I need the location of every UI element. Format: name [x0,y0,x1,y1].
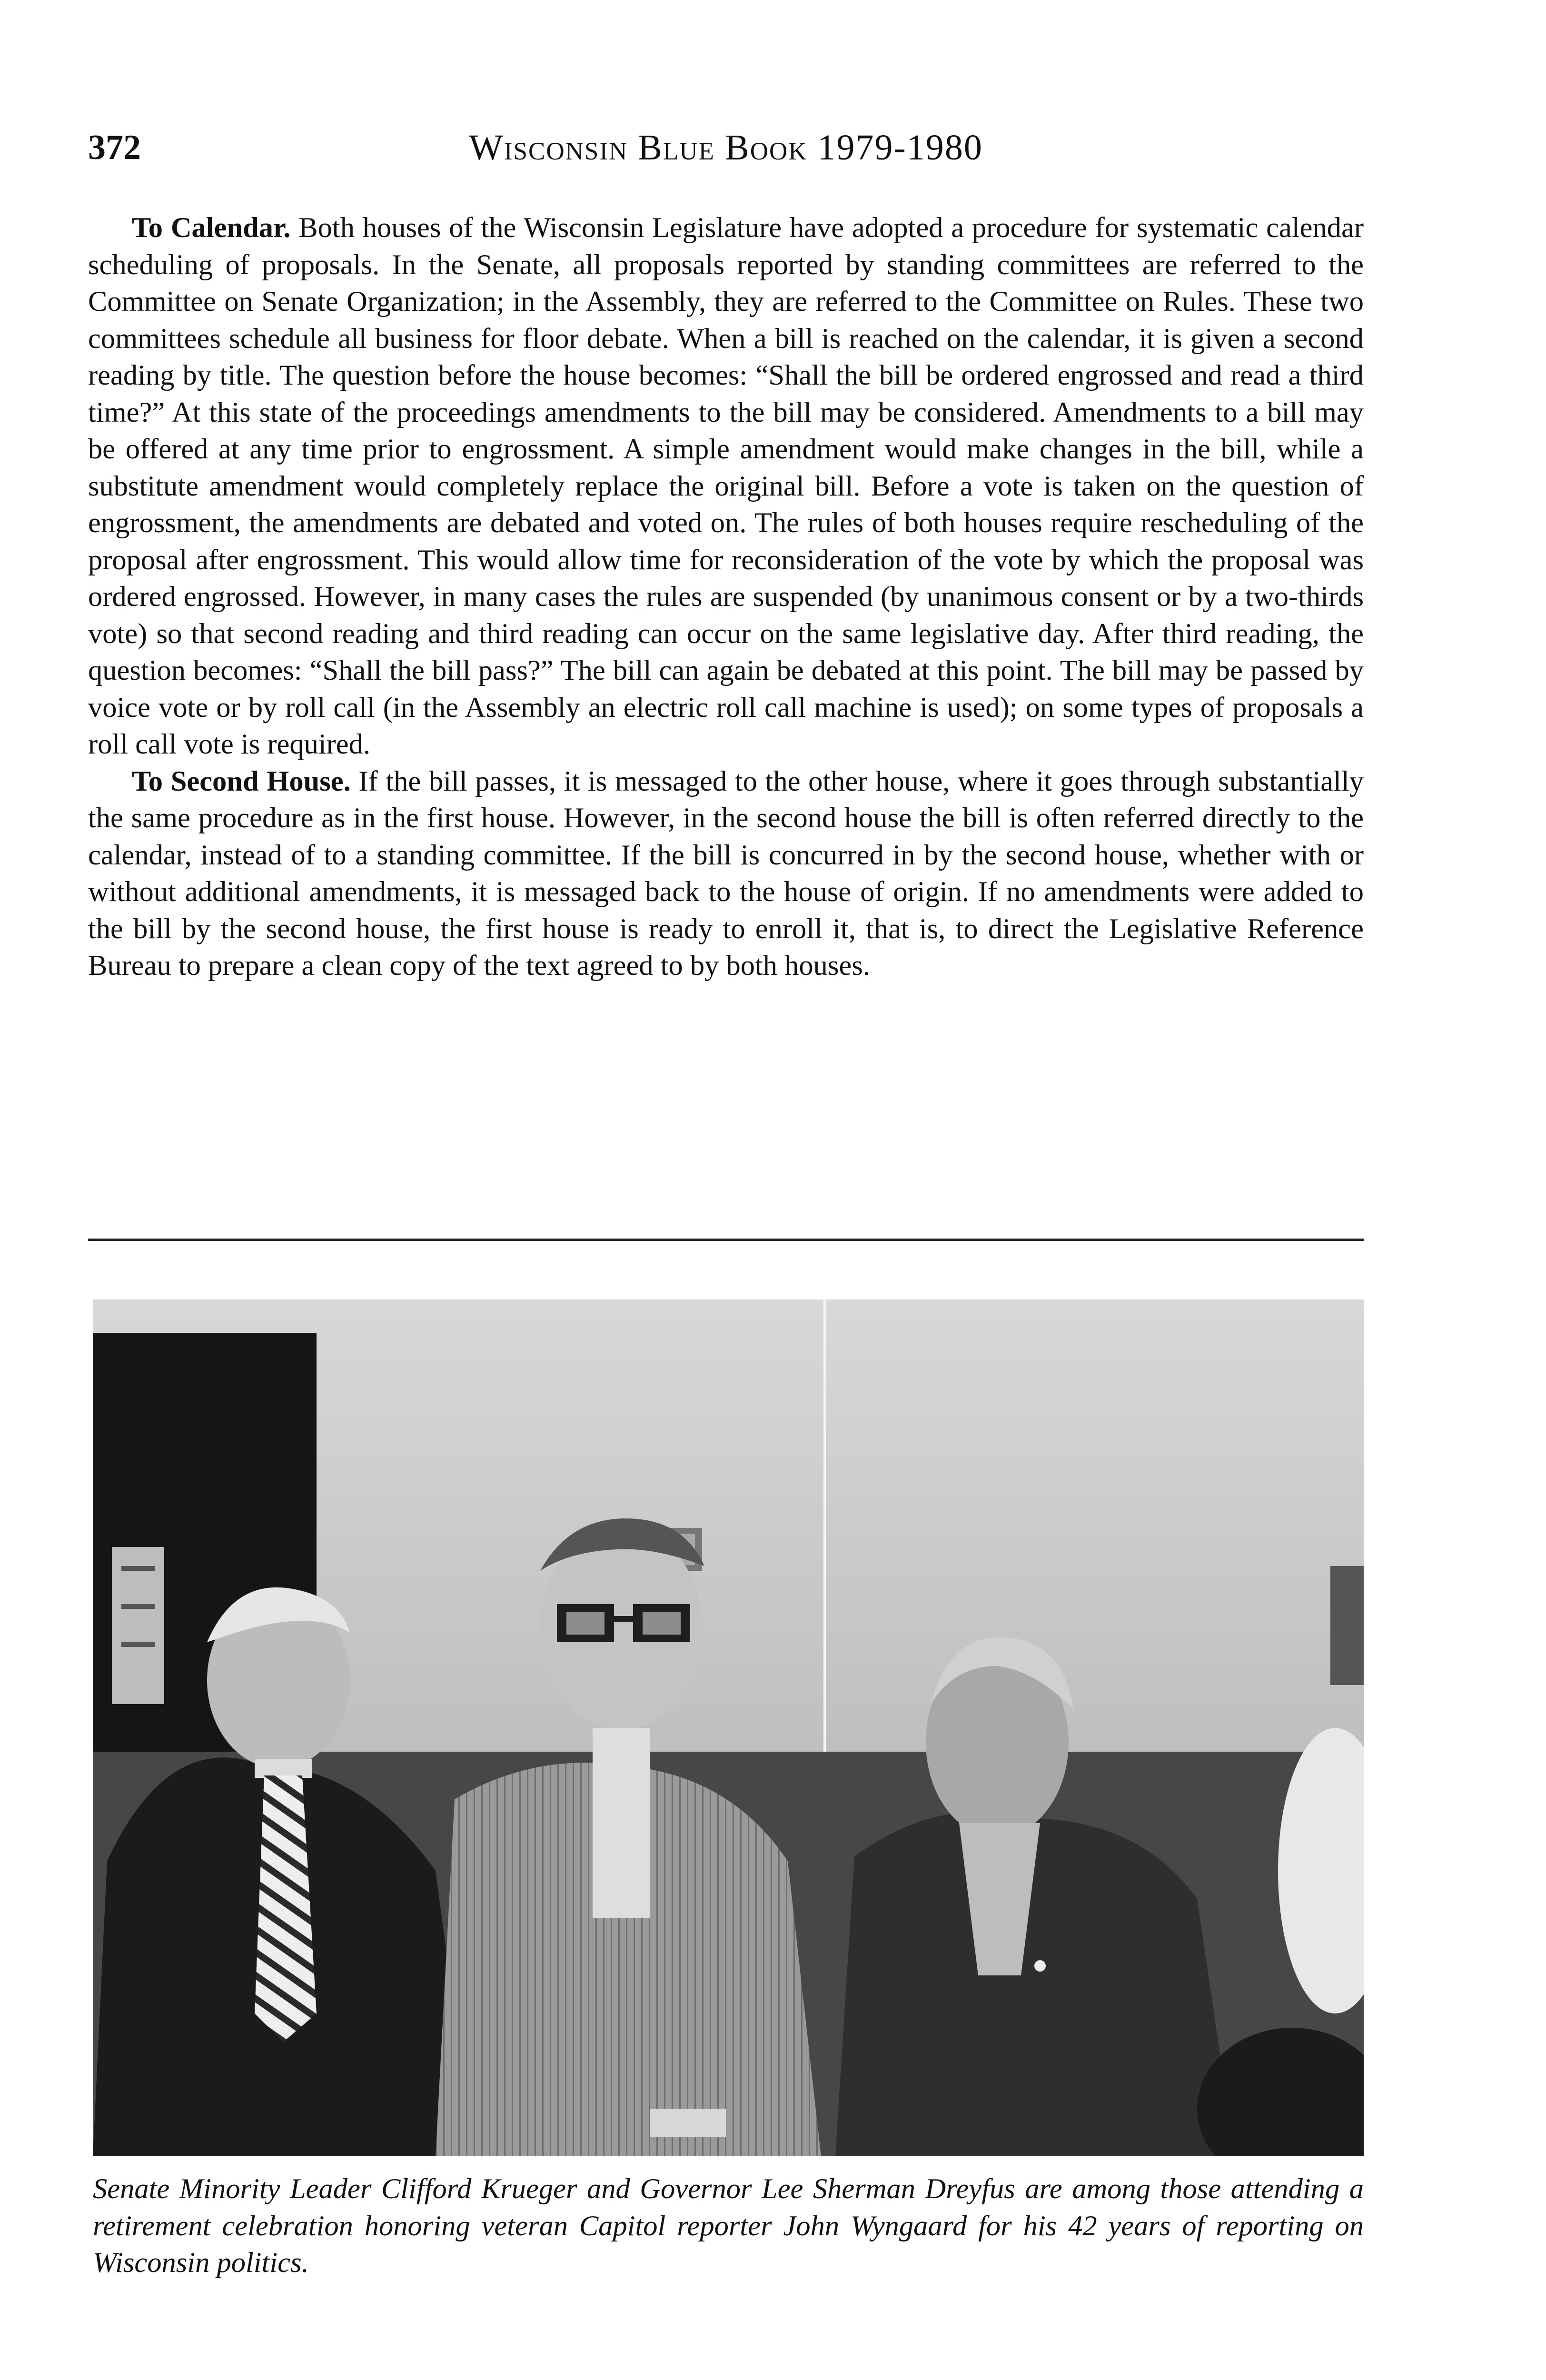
page-number: 372 [88,128,141,167]
horizontal-rule [88,1239,1364,1241]
paragraph-to-calendar [88,209,1364,763]
photograph-illustration [93,1299,1364,2156]
photo-caption: Senate Minority Leader Clifford Krueger and Governor Lee Sherman Dreyfus are among those attending a retirement celebration honoring veteran Capitol reporter John Wyngaard for his 42 years of reporting on Wisconsin politics. [93,2173,1364,2279]
book-title: Wisconsin Blue Book 1979-1980 [469,128,983,168]
photograph [93,1299,1364,2156]
paragraph-text: If the bill passes, it is messaged to the other house, where it goes through substantially the same procedure as in the first house. However, in the second house the bill is often referred directly to the calendar, instead of to a standing committee. If the bill is concurred in by the second house, whether with or without additional amendments, it is messaged back to the house of origin. If no amendments were added to the bill by the second house, the first house is ready to enroll it, that is, to direct the Legislative Reference Bureau to prepare a clean copy of the text agreed to by both houses. [88,765,1364,982]
running-head [88,121,1364,174]
section-heading-to-second-house: To Second House. [132,765,351,797]
paragraph-text: Both houses of the Wisconsin Legislature have adopted a procedure for systematic calendar scheduling of proposals. In the Senate, all proposals reported by standing committees are referred to the Committee on Senate Organization; in the Assembly, they are referred to the Committee on Rules. These two committees schedule all business for floor debate. When a bill is reached on the calendar, it is given a second reading by title. The question before the house becomes: “Shall the bill be ordered engrossed and read a third time?” At this state of the proceedings amendments to the bill may be considered. Amendments to a bill may be offered at any time prior to engrossment. A simple amendment would make changes in the bill, while a substitute amendment would completely replace the original bill. Before a vote is taken on the question of engrossment, the amendments are debated and voted on. The rules of both houses require rescheduling of the proposal after engrossment. This would allow time for reconsideration of the vote by which the proposal was ordered engrossed. However, in many cases the rules are suspended (by unanimous consent or by a two-thirds vote) so that second reading and third reading can occur on the same legislative day. After third reading, the question becomes: “Shall the bill pass?” The bill can again be debated at this point. The bill may be passed by voice vote or by roll call (in the Assembly an electric roll call machine is used); on some types of proposals a roll call vote is required. [88,212,1364,760]
body-text [88,209,1364,984]
paragraph-to-second-house [88,763,1364,984]
section-heading-to-calendar: To Calendar. [132,212,291,244]
